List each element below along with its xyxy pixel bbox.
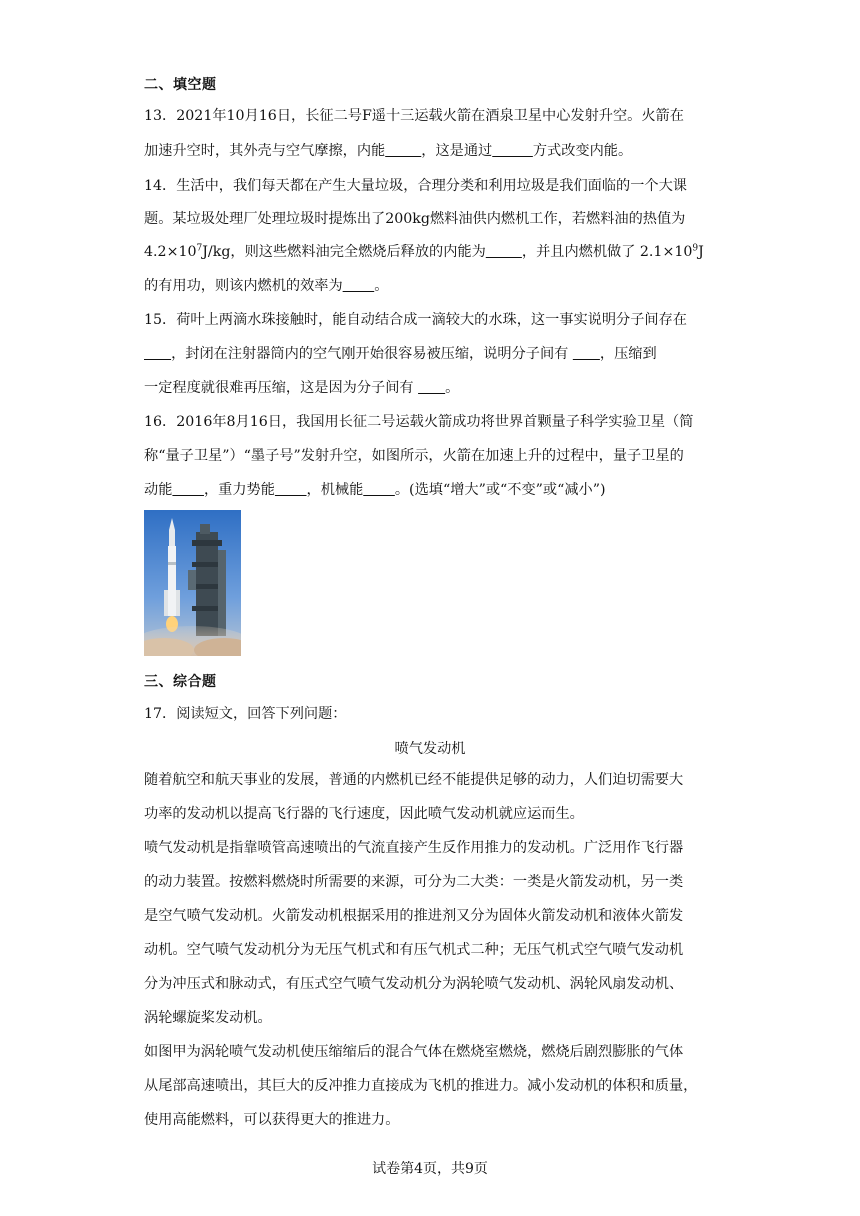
q16-line-2: 称“量子卫星”）“墨子号”发射升空，如图所示，火箭在加速上升的过程中，量子卫星的: [144, 448, 684, 464]
q16-text-c: ，机械能: [306, 482, 364, 498]
q15-text-d: 。: [445, 380, 460, 396]
article-p1-line-2: 功率的发动机以提高飞行器的飞行速度，因此喷气发动机就应运而生。: [144, 806, 584, 822]
answer-blank: [418, 380, 445, 396]
rocket-launch-image: [144, 510, 241, 656]
q14-text-e: 的有用功，则该内燃机的效率为: [144, 278, 343, 294]
article-p2-line-2: 的动力装置。按燃料燃烧时所需要的来源，可分为二大类：一类是火箭发动机，另一类: [144, 874, 684, 890]
q15-text-c: 一定程度就很难再压缩，这是因为分子间有: [144, 380, 419, 396]
q15-text-a: ，封闭在注射器筒内的空气刚开始很容易被压缩，说明分子间有: [171, 346, 573, 362]
q13-text-c: 方式改变内能。: [532, 143, 633, 159]
q14-text-f: 。: [374, 278, 389, 294]
article-p2-line-6: 涡轮螺旋桨发动机。: [144, 1010, 272, 1026]
answer-blank: [486, 244, 522, 260]
q13-line-2: [144, 142, 716, 160]
q14-line-1: 14．生活中，我们每天都在产生大量垃圾，合理分类和利用垃圾是我们面临的一个大课: [144, 178, 687, 194]
answer-blank: [275, 482, 307, 498]
q14-text-a: 4.2×10: [144, 244, 197, 260]
q14-text-c: ，并且内燃机做了 2.1×10: [521, 244, 693, 260]
q16-text-b: ，重力势能: [203, 482, 275, 498]
article-p3-line-3: 使用高能燃料，可以获得更大的推进力。: [144, 1112, 400, 1128]
q13-text-b: ，这是通过: [421, 143, 493, 159]
q13-line-1: 13．2021年10月16日，长征二号F遥十三运载火箭在酒泉卫星中心发射升空。火箭在: [144, 108, 684, 124]
article-p1-line-1: 随着航空和航天事业的发展，普通的内燃机已经不能提供足够的动力，人们迫切需要大: [144, 772, 684, 788]
q16-line-1: 16．2016年8月16日，我国用长征二号运载火箭成功将世界首颗量子科学实验卫星（简: [144, 414, 694, 430]
answer-blank: [144, 346, 171, 362]
answer-blank: [492, 143, 533, 159]
page-footer: 试卷第4页，共9页: [372, 1161, 488, 1177]
article-p2-line-1: 喷气发动机是指靠喷管高速喷出的气流直接产生反作用推力的发动机。广泛用作飞行器: [144, 840, 684, 856]
answer-blank: [385, 143, 421, 159]
section-title-fill-blank: 二、填空题: [144, 77, 217, 93]
section-title-comprehensive: 三、综合题: [144, 674, 217, 690]
q14-line-2: 题。某垃圾处理厂处理垃圾时提炼出了200kg燃料油供内燃机工作，若燃料油的热值为: [144, 211, 686, 227]
answer-blank: [172, 482, 204, 498]
q14-line-3: [144, 243, 716, 261]
article-p2-line-4: 动机。空气喷气发动机分为无压气机式和有压气机式二种；无压气机式空气喷气发动机: [144, 942, 684, 958]
article-p3-line-2: 从尾部高速喷出，其巨大的反冲推力直接成为飞机的推进力。减小发动机的体积和质量，: [144, 1078, 698, 1094]
q15-text-b: ，压缩到: [599, 346, 657, 362]
q17-intro: 17．阅读短文，回答下列问题：: [144, 706, 347, 722]
article-p2-line-5: 分为冲压式和脉动式，有压式空气喷气发动机分为涡轮喷气发动机、涡轮风扇发动机、: [144, 976, 684, 992]
q16-text-d: 。(选填“增大”或“不变”或“减小”): [394, 482, 606, 498]
q15-line-3: [144, 379, 716, 397]
q14-text-d: J: [698, 244, 704, 260]
answer-blank: [573, 346, 600, 362]
exponent: 7: [196, 243, 203, 254]
answer-blank: [343, 278, 375, 294]
q14-line-4: [144, 277, 716, 295]
article-p3-line-1: 如图甲为涡轮喷气发动机使压缩缩后的混合气体在燃烧室燃烧，燃烧后剧烈膨胀的气体: [144, 1044, 684, 1060]
article-p2-line-3: 是空气喷气发动机。火箭发动机根据采用的推进剂又分为固体火箭发动机和液体火箭发: [144, 908, 684, 924]
q15-line-1: 15．荷叶上两滴水珠接触时，能自动结合成一滴较大的水珠，这一事实说明分子间存在: [144, 312, 687, 328]
answer-blank: [363, 482, 395, 498]
q15-line-2: [144, 345, 716, 363]
exponent: 9: [692, 243, 699, 254]
article-title: 喷气发动机: [394, 741, 466, 757]
q16-line-3: [144, 481, 716, 499]
q13-text-a: 加速升空时，其外壳与空气摩擦，内能: [144, 143, 386, 159]
q14-text-b: J/kg，则这些燃料油完全燃烧后释放的内能为: [202, 244, 486, 260]
q16-text-a: 动能: [144, 482, 173, 498]
